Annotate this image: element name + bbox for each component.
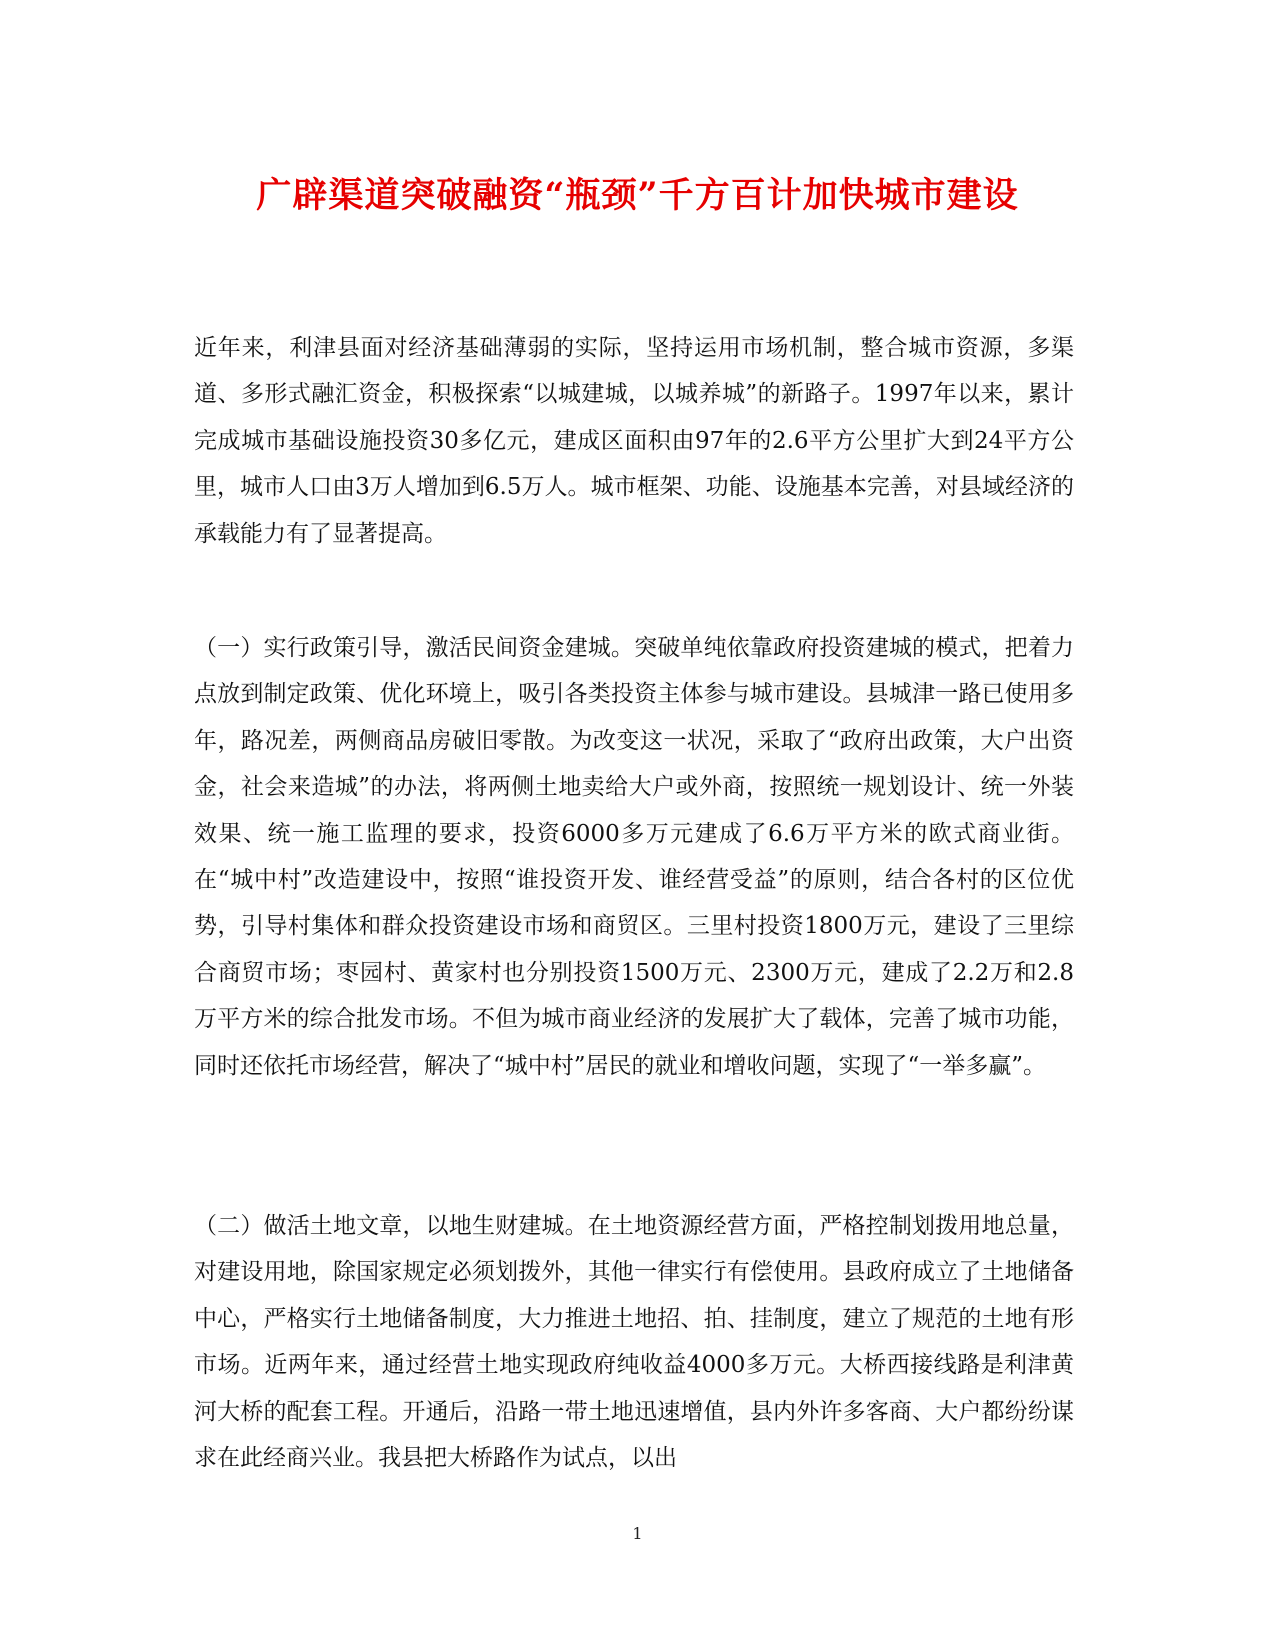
page-number: 1 (632, 1524, 643, 1543)
paragraph-section-1: （一）实行政策引导，激活民间资金建城。突破单纯依靠政府投资建城的模式，把着力点放到制定政策、优化环境上，吸引各类投资主体参与城市建设。县城津一路已使用多年，路况差，两侧商品房破旧零散。为改变这一状况，采取了“政府出政策，大户出资金，社会来造城”的办法，将两侧土地卖给大户或外商，按照统一规划设计、统一外装效果、统一施工监理的要求，投资6000多万元建成了6.6万平方米的欧式商业街。在“城中村”改造建设中，按照“谁投资开发、谁经营受益”的原则，结合各村的区位优势，引导村集体和群众投资建设市场和商贸区。三里村投资1800万元，建设了三里综合商贸市场；枣园村、黄家村也分别投资1500万元、2300万元，建成了2.2万和2.8万平方米的综合批发市场。不但为城市商业经济的发展扩大了载体，完善了城市功能，同时还依托市场经营，解决了“城中村”居民的就业和增收问题，实现了“一举多赢”。 (194, 635, 1074, 1079)
paragraph-section-2: （二）做活土地文章，以地生财建城。在土地资源经营方面，严格控制划拨用地总量，对建设用地，除国家规定必须划拨外，其他一律实行有偿使用。县政府成立了土地储备中心，严格实行土地储备制度，大力推进土地招、拍、挂制度，建立了规范的土地有形市场。近两年来，通过经营土地实现政府纯收益4000多万元。大桥西接线路是利津黄河大桥的配套工程。开通后，沿路一带土地迅速增值，县内外许多客商、大户都纷纷谋求在此经商兴业。我县把大桥路作为试点，以出 (194, 1213, 1074, 1472)
paragraph-intro: 近年来，利津县面对经济基础薄弱的实际，坚持运用市场机制，整合城市资源，多渠道、多形式融汇资金，积极探索“以城建城，以城养城”的新路子。1997年以来，累计完成城市基础设施投资30多亿元，建成区面积由97年的2.6平方公里扩大到24平方公里，城市人口由3万人增加到6.5万人。城市框架、功能、设施基本完善，对县域经济的承载能力有了显著提高。 (194, 335, 1074, 547)
document-title: 广辟渠道突破融资“瓶颈”千方百计加快城市建设 (256, 175, 1019, 216)
